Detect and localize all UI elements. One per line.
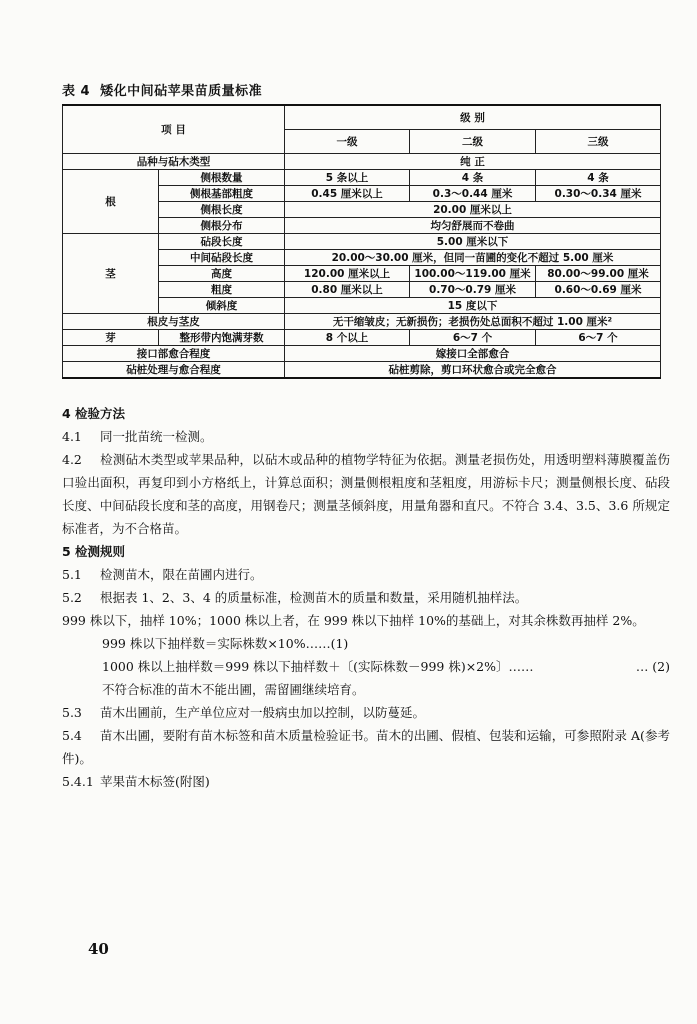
row-label: 根皮与茎皮 — [63, 314, 285, 330]
clause-text: 检测苗木，限在苗圃内进行。 — [100, 567, 263, 582]
group-stem: 茎 — [63, 234, 159, 314]
row-value: 15 度以下 — [285, 298, 661, 314]
formula-2 — [62, 655, 670, 678]
clause-number: 4.2 — [62, 452, 82, 467]
header-grade1: 一级 — [285, 130, 410, 154]
header-grade: 级 别 — [285, 105, 661, 130]
clause-number: 4.1 — [62, 429, 82, 444]
table-header-row — [63, 105, 661, 130]
clause-text: 苗木出圃，要附有苗木标签和苗木质量检验证书。苗木的出圃、假植、包装和运输，可参照附录 A(参考件)。 — [62, 728, 670, 766]
clause-4-2 — [62, 448, 670, 540]
table-row — [63, 154, 661, 170]
cell-grade2: 4 条 — [410, 170, 536, 186]
row-label: 侧根长度 — [159, 202, 285, 218]
row-value: 20.00～30.00 厘米，但同一苗圃的变化不超过 5.00 厘米 — [285, 250, 661, 266]
row-label: 砧桩处理与愈合程度 — [63, 362, 285, 379]
clause-text: 检测砧木类型或苹果品种，以砧木或品种的植物学特征为依据。测量老损伤处，用透明塑料薄膜覆盖伤口验出面积，再复印到小方格纸上，计算总面积；测量侧根粗度和茎粗度，用游标卡尺；测量侧根长度、砧段长度、中间砧段长度和茎的高度，用钢卷尺；测量茎倾斜度，用量角器和直尺。不符合 3.4、3.5、3.6 所规定标准者，为不合格苗。 — [62, 452, 670, 536]
clause-5-3 — [62, 701, 670, 724]
clause-number: 5.1 — [62, 567, 82, 582]
cell-grade3: 4 条 — [536, 170, 661, 186]
row-value: 砧桩剪除，剪口环状愈合或完全愈合 — [285, 362, 661, 379]
header-item: 项 目 — [63, 105, 285, 154]
table-caption — [62, 80, 262, 99]
row-value: 20.00 厘米以上 — [285, 202, 661, 218]
clause-5-4-1 — [62, 770, 670, 793]
cell-grade1: 120.00 厘米以上 — [285, 266, 410, 282]
formula-2-number: … (2) — [635, 659, 670, 674]
row-value: 嫁接口全部愈合 — [285, 346, 661, 362]
cell-grade2: 6～7 个 — [410, 330, 536, 346]
cell-grade1: 0.80 厘米以上 — [285, 282, 410, 298]
clause-number: 5.4 — [62, 728, 82, 743]
row-value: 纯 正 — [285, 154, 661, 170]
row-label: 中间砧段长度 — [159, 250, 285, 266]
row-label: 整形带内饱满芽数 — [159, 330, 285, 346]
cell-grade3: 0.30～0.34 厘米 — [536, 186, 661, 202]
formula-2-text: 1000 株以上抽样数＝999 株以下抽样数＋〔(实际株数－999 株)×2%〕…… — [102, 659, 534, 674]
cell-grade1: 8 个以上 — [285, 330, 410, 346]
clause-5-2 — [62, 586, 670, 609]
page-number: 40 — [88, 940, 109, 958]
table-row — [63, 362, 661, 379]
row-label: 接口部愈合程度 — [63, 346, 285, 362]
cell-grade3: 80.00～99.00 厘米 — [536, 266, 661, 282]
clause-number: 5.2 — [62, 590, 82, 605]
row-label: 高度 — [159, 266, 285, 282]
clause-text: 苹果苗木标签(附图) — [100, 774, 210, 789]
table-row — [63, 314, 661, 330]
formula-1: 999 株以下抽样数＝实际株数×10%……(1) — [102, 636, 349, 651]
row-label: 侧根数量 — [159, 170, 285, 186]
clause-number: 5.4.1 — [62, 774, 94, 789]
section-4-title: 4 检验方法 — [62, 406, 126, 421]
table-row — [63, 234, 661, 250]
clause-text: 苗木出圃前，生产单位应对一般病虫加以控制，以防蔓延。 — [100, 705, 426, 720]
section-5-title: 5 检测规则 — [62, 544, 126, 559]
clause-5-2-continued: 999 株以下，抽样 10%；1000 株以上者，在 999 株以下抽样 10%的基础上，对其余株数再抽样 2%。 — [62, 613, 645, 628]
table-row — [63, 346, 661, 362]
table-row — [63, 330, 661, 346]
group-bud: 芽 — [63, 330, 159, 346]
cell-grade3: 6～7 个 — [536, 330, 661, 346]
row-value: 均匀舒展而不卷曲 — [285, 218, 661, 234]
row-label: 砧段长度 — [159, 234, 285, 250]
row-label: 侧根分布 — [159, 218, 285, 234]
clause-text: 同一批苗统一检测。 — [100, 429, 213, 444]
cell-grade2: 0.70～0.79 厘米 — [410, 282, 536, 298]
clause-text: 根据表 1、2、3、4 的质量标准，检测苗木的质量和数量，采用随机抽样法。 — [100, 590, 528, 605]
row-label: 侧根基部粗度 — [159, 186, 285, 202]
quality-standard-table — [62, 104, 661, 379]
not-qualified-note: 不符合标准的苗木不能出圃，需留圃继续培育。 — [102, 682, 365, 697]
cell-grade2: 100.00～119.00 厘米 — [410, 266, 536, 282]
row-label: 粗度 — [159, 282, 285, 298]
document-body — [62, 402, 670, 793]
clause-4-1 — [62, 425, 670, 448]
table-number: 表 4 — [62, 84, 91, 99]
cell-grade3: 0.60～0.69 厘米 — [536, 282, 661, 298]
row-label: 倾斜度 — [159, 298, 285, 314]
header-grade3: 三级 — [536, 130, 661, 154]
group-root: 根 — [63, 170, 159, 234]
table-title: 矮化中间砧苹果苗质量标准 — [100, 84, 263, 99]
table-row — [63, 170, 661, 186]
row-value: 5.00 厘米以下 — [285, 234, 661, 250]
row-label: 品种与砧木类型 — [63, 154, 285, 170]
row-value: 无干缩皱皮；无新损伤；老损伤处总面积不超过 1.00 厘米² — [285, 314, 661, 330]
clause-5-4 — [62, 724, 670, 770]
clause-number: 5.3 — [62, 705, 82, 720]
cell-grade1: 5 条以上 — [285, 170, 410, 186]
header-grade2: 二级 — [410, 130, 536, 154]
cell-grade2: 0.3～0.44 厘米 — [410, 186, 536, 202]
clause-5-1 — [62, 563, 670, 586]
cell-grade1: 0.45 厘米以上 — [285, 186, 410, 202]
